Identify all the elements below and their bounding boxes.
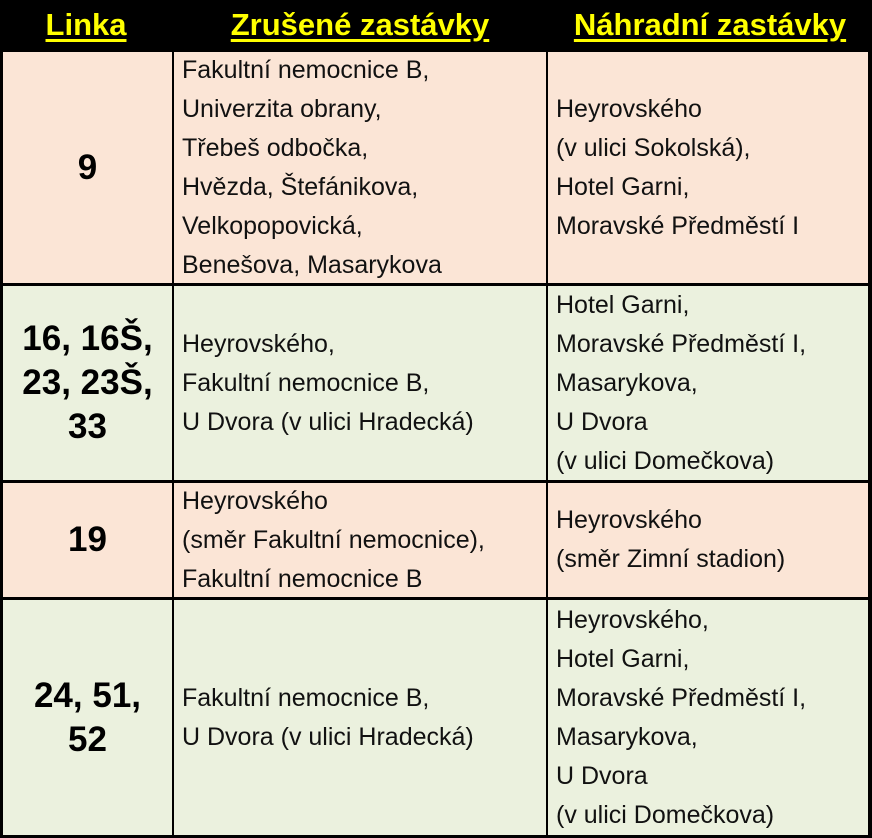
replacement-stop: (v ulici Sokolská), (556, 133, 751, 162)
cell-linka (3, 600, 172, 835)
replacement-stop: Masarykova, (556, 368, 698, 397)
replacement-stop: Hotel Garni, (556, 290, 690, 319)
line-number: 16, 16Š, (22, 319, 153, 358)
cell-linka (3, 286, 172, 480)
cancelled-stop: Hvězda, Štefánikova, (182, 172, 419, 201)
header-nahradni-zastavky: Náhradní zastávky (573, 7, 847, 42)
replacement-stop: (směr Zimní stadion) (556, 545, 786, 573)
replacement-stop: Heyrovského (556, 94, 702, 123)
cell-zrusene (174, 600, 546, 835)
line-number: 52 (68, 719, 107, 759)
cancelled-stop: Fakultní nemocnice B (182, 564, 423, 593)
cancelled-stop: Fakultní nemocnice B, (182, 683, 430, 712)
replacement-stop: U Dvora (556, 761, 648, 790)
cancelled-stop: Benešova, Masarykova (182, 250, 442, 279)
replacement-stop: Masarykova, (556, 722, 698, 751)
table-row (0, 600, 872, 835)
cell-zrusene (174, 483, 546, 597)
replacement-stop: Moravské Předměstí I, (556, 683, 807, 712)
replacement-stop: Hotel Garni, (556, 644, 690, 673)
cell-linka (3, 483, 172, 597)
replacement-stop: Moravské Předměstí I (556, 211, 800, 240)
replacement-stop: U Dvora (556, 407, 648, 436)
line-number: 24, 51, (33, 675, 142, 715)
cancelled-stop: Velkopopovická, (182, 211, 363, 240)
table-header (0, 0, 872, 50)
replacement-stop: (v ulici Domečkova) (556, 446, 775, 475)
line-number: 23, 23Š, (22, 363, 153, 402)
header-linka: Linka (45, 7, 127, 42)
cancelled-stop: Heyrovského, (182, 329, 335, 358)
replacement-stop: (v ulici Domečkova) (556, 800, 775, 829)
line-number: 9 (77, 147, 98, 187)
cell-nahradni (548, 600, 868, 835)
cell-zrusene (174, 52, 546, 283)
cancelled-stop: Heyrovského (182, 486, 328, 515)
replacement-stop: Hotel Garni, (556, 172, 690, 201)
cancelled-stop: Univerzita obrany, (182, 94, 382, 123)
replacement-stop: Heyrovského (556, 506, 702, 534)
replacement-stop: Heyrovského, (556, 605, 709, 634)
cancelled-stop: U Dvora (v ulici Hradecká) (182, 722, 474, 751)
cell-nahradni (548, 52, 868, 283)
cancelled-stop: Fakultní nemocnice B, (182, 55, 430, 84)
header-zrusene-zastavky: Zrušené zastávky (230, 7, 490, 42)
replacement-stop: Moravské Předměstí I, (556, 329, 807, 358)
cancelled-stop: U Dvora (v ulici Hradecká) (182, 407, 474, 436)
cell-zrusene (174, 286, 546, 480)
table-row (0, 286, 872, 480)
cancelled-stop: Fakultní nemocnice B, (182, 368, 430, 397)
table-row (0, 483, 872, 597)
table-row (0, 52, 872, 283)
cell-linka (3, 52, 172, 283)
cell-nahradni (548, 483, 868, 597)
line-number: 19 (68, 520, 107, 559)
cancelled-stop: Třebeš odbočka, (182, 133, 369, 162)
cell-nahradni (548, 286, 868, 480)
line-number: 33 (68, 407, 107, 446)
cancelled-stop: (směr Fakultní nemocnice), (182, 525, 485, 554)
